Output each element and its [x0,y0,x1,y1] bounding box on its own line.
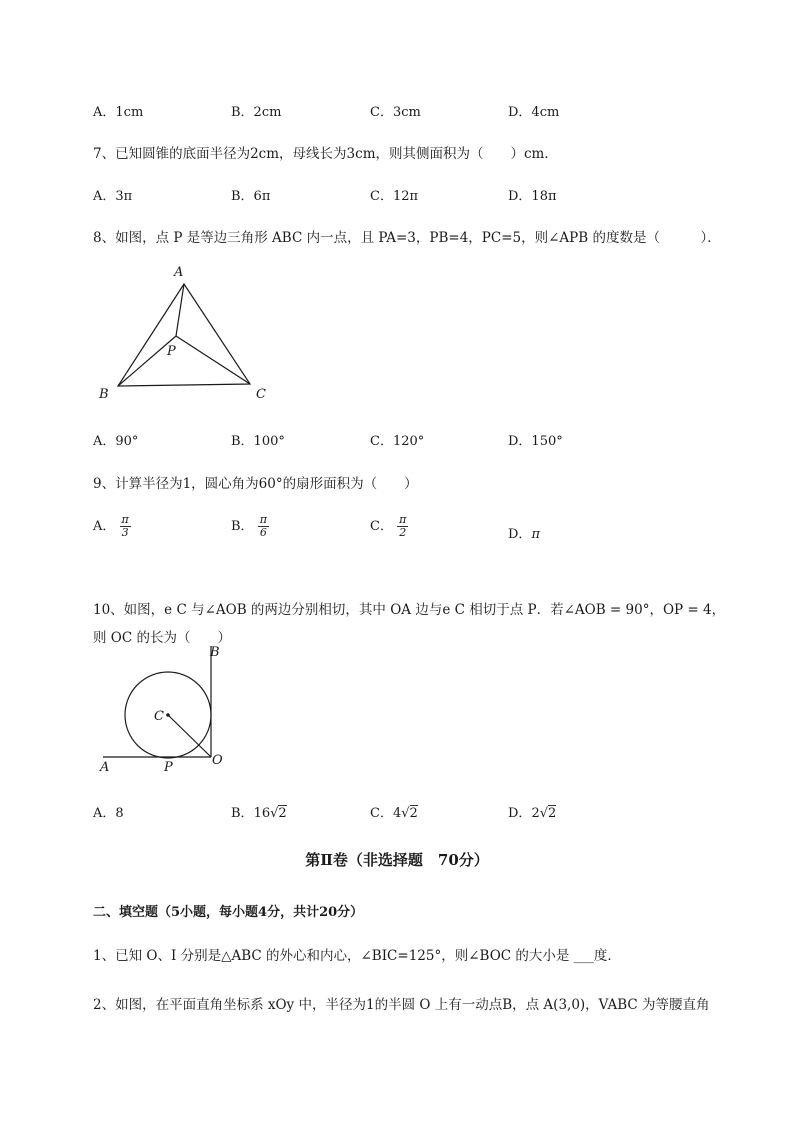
fill-blank-section-title: 二、填空题（5小题，每小题4分，共计20分） [93,905,364,920]
q10-option-b [231,802,287,821]
label-c: C [256,387,266,402]
q9-option-d [508,523,540,542]
label-a: A [100,760,110,775]
q8-text: 8、如图，点 P 是等边三角形 ABC 内一点，且 PA=3，PB=4，PC=5，则∠APB 的度数是（ ）． [93,230,721,246]
q6-option-c: C．3cm [370,105,421,120]
section-2-title: 第Ⅱ卷（非选择题 70分） [305,851,489,869]
q8-option-d: D．150° [508,434,563,449]
option-prefix: A． [93,806,116,821]
fill-blank-1-text: 1、已知 O、I 分别是△ABC 的外心和内心，∠BIC=125°，则∠BOC 的大小是 ___度． [93,948,621,964]
q8-option-b: B．100° [231,434,285,449]
q7-option-a: A．3π [93,189,133,204]
fraction: $\frac{\pi}{2}$ [399,513,407,540]
q9-option-b [231,514,269,539]
q7-option-d: D．18π [508,189,557,204]
option-prefix: D． [508,806,532,821]
option-prefix: A． [93,519,116,535]
radicand: 2 [278,806,287,821]
option-prefix: B． [231,519,254,535]
q10-line1: 10、如图，e C 与∠AOB 的两边分别相切，其中 OA 边与e C 相切于点 P．若∠AOB = 90°，OP = 4， [93,602,726,618]
sqrt-icon: √ [539,806,549,821]
label-p: P [164,760,173,775]
radicand: 2 [409,806,418,821]
option-prefix: C． [370,519,393,535]
fraction: $\frac{\pi}{6}$ [259,513,267,540]
q10-option-d [508,802,556,821]
label-o: O [212,753,223,768]
q6-option-b: B．2cm [231,105,282,120]
label-p: P [167,344,176,359]
fraction: $\frac{\pi}{3}$ [121,513,129,540]
q9-option-c [370,514,408,539]
option-value: 8 [115,806,124,821]
option-prefix: D． [508,527,532,542]
q7-option-b: B．6π [231,189,271,204]
q7-option-c: C．12π [370,189,419,204]
q10-option-c [370,802,418,821]
q8-option-c: C．120° [370,434,425,449]
segment-pa [176,284,184,336]
q10-circle-figure [95,640,235,775]
segment-oc [168,715,211,757]
q7-text: 7、已知圆锥的底面半径为2cm，母线长为3cm，则其侧面积为（ ）cm． [93,146,558,162]
q8-triangle-figure [90,260,280,405]
sqrt-icon: √ [401,806,410,821]
q6-option-d: D．4cm [508,105,560,120]
label-b: B [99,387,109,402]
radicand: 2 [548,806,557,821]
q10-line2: 则 OC 的长为（ ） [93,630,231,646]
q6-option-a: A．1cm [93,105,144,120]
sqrt-icon: √ [270,806,279,821]
label-a: A [174,265,184,280]
coefficient: 2 [531,806,540,821]
label-c: C [154,709,164,724]
coefficient: 4 [392,806,402,821]
label-b: B [210,645,220,660]
coefficient: 16 [253,806,271,821]
segment-pc [176,336,250,384]
option-prefix: C． [370,806,393,821]
option-prefix: B． [231,806,254,821]
option-value: π [531,527,540,542]
q9-option-a [93,514,131,539]
q8-option-a: A．90° [93,434,139,449]
q9-text: 9、计算半径为1，圆心角为60°的扇形面积为（ ） [93,476,418,492]
q10-option-a [93,802,124,821]
fill-blank-2-text: 2、如图，在平面直角坐标系 xOy 中，半径为1的半圆 O 上有一动点B，点 A(3,0)，VABC 为等腰直角 [93,997,710,1013]
